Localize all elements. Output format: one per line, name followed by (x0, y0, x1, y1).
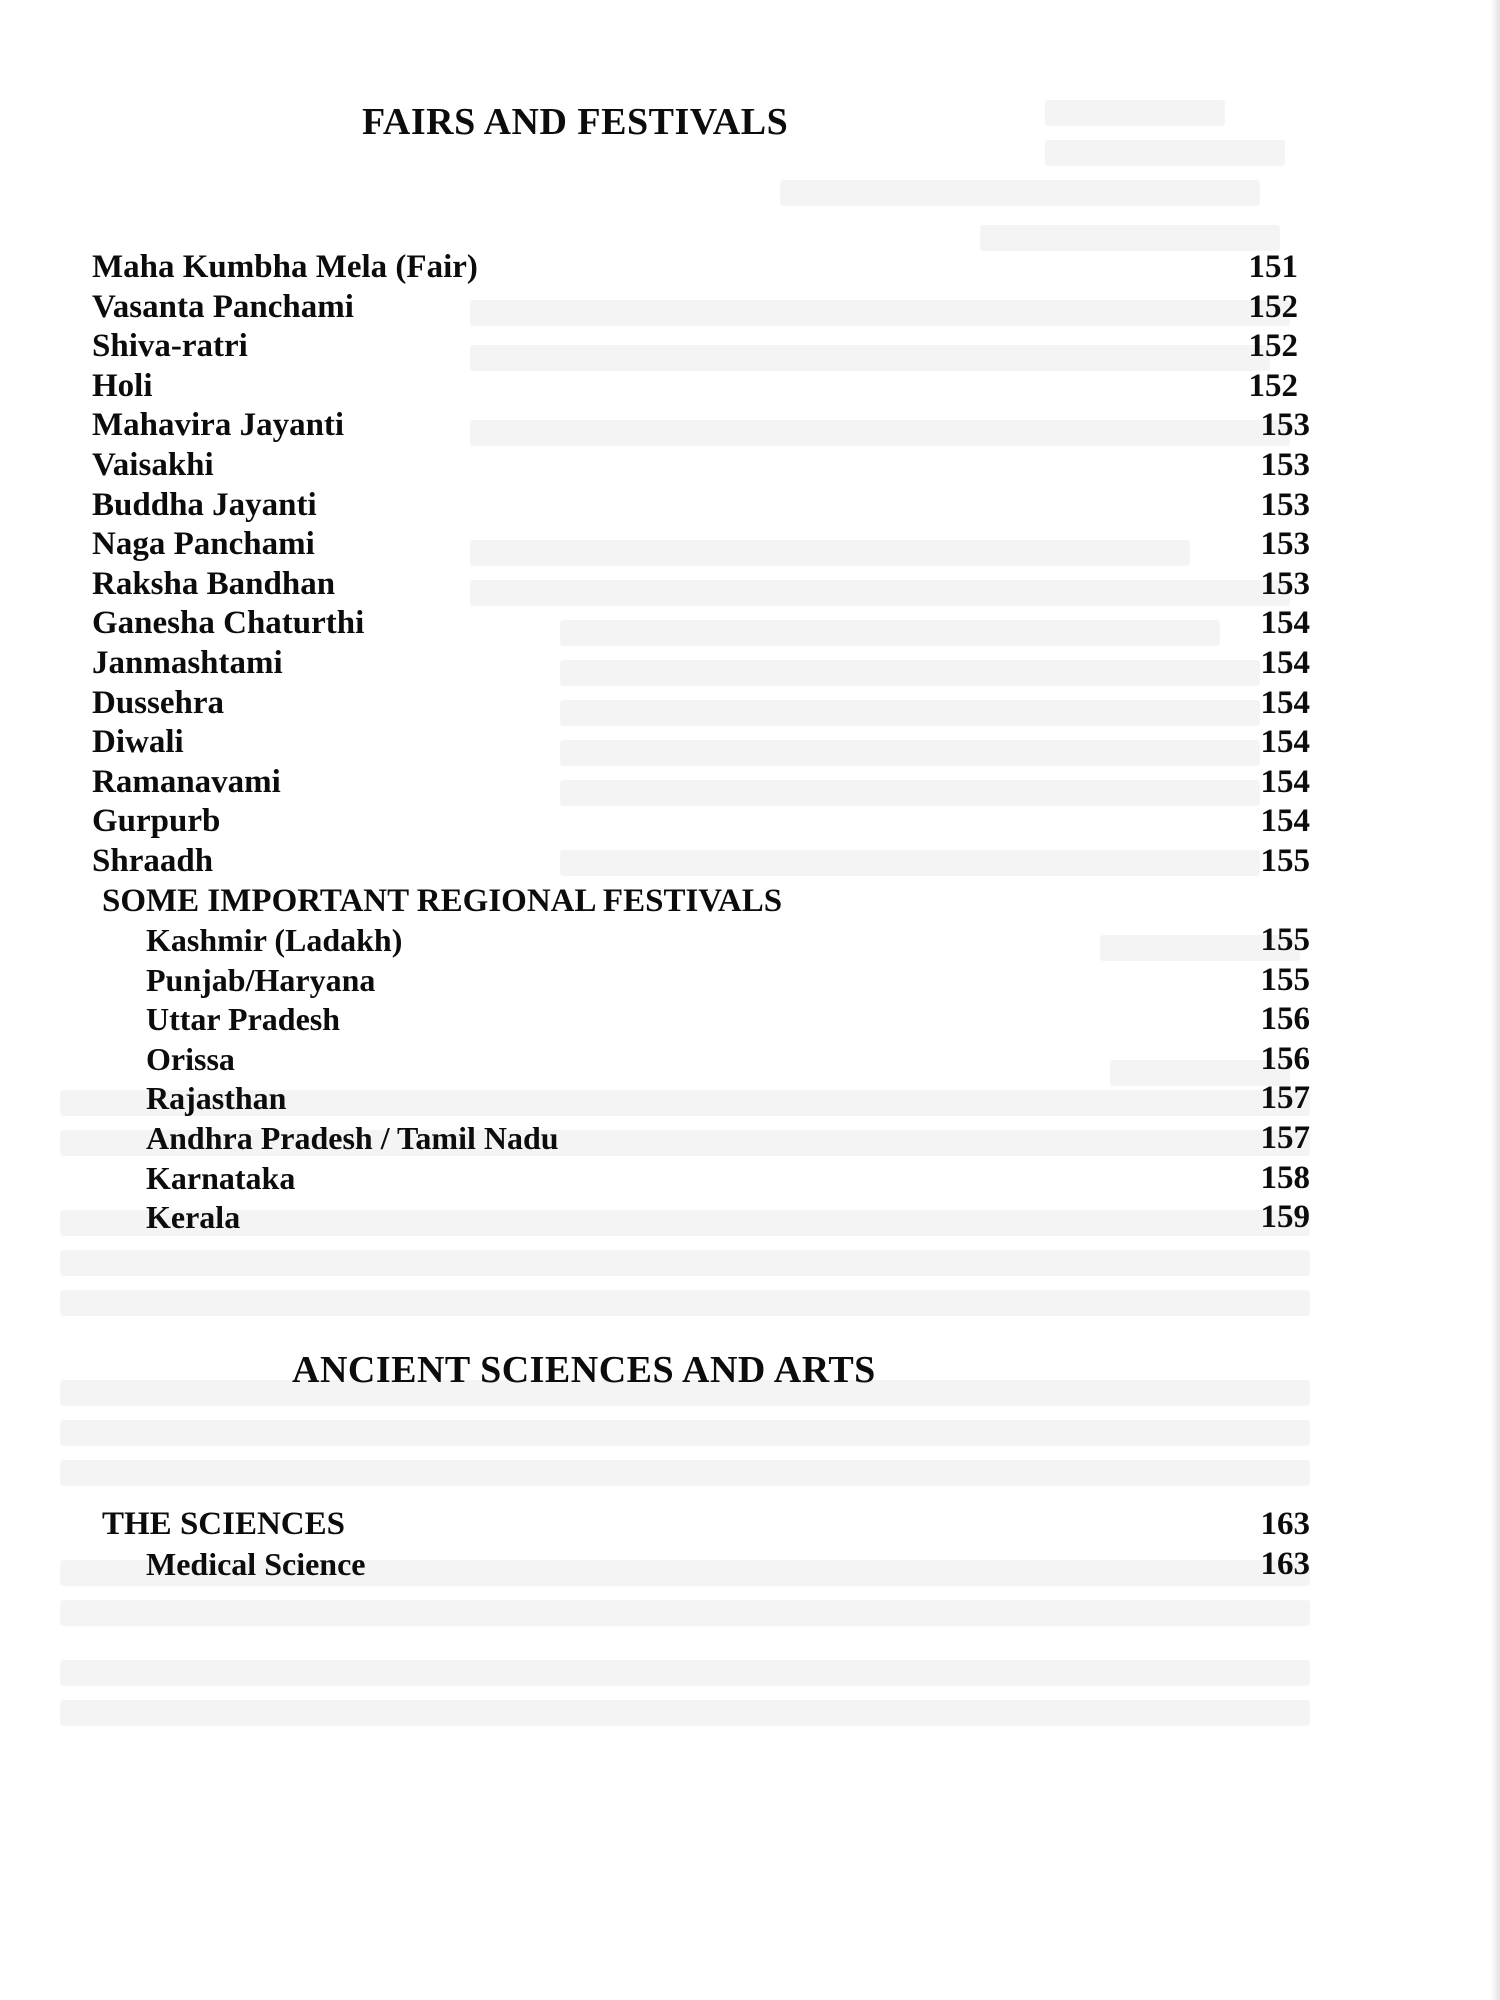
toc-entry-label: Ganesha Chaturthi (92, 605, 365, 642)
toc-entry-page: 157 (1260, 1120, 1310, 1157)
toc-entry[interactable] (0, 1000, 1500, 1040)
toc-entry-label: Medical Science (146, 1546, 366, 1582)
toc-entry-label: Rajasthan (146, 1080, 287, 1117)
toc-entry-page: 154 (1260, 605, 1310, 642)
toc-entry-page: 152 (1248, 288, 1298, 325)
toc-entry-page: 156 (1260, 1001, 1310, 1038)
toc-entry-page: 152 (1248, 367, 1298, 404)
toc-entry[interactable] (0, 842, 1500, 882)
toc-entry[interactable] (0, 1198, 1500, 1238)
toc-entry-label: Kerala (146, 1199, 241, 1236)
toc-entry[interactable] (0, 1504, 1500, 1544)
toc-entry-label: SOME IMPORTANT REGIONAL FESTIVALS (102, 882, 783, 919)
toc-entry-label: Shraadh (92, 842, 214, 879)
toc-entry-page: 163 (1260, 1546, 1310, 1582)
toc-entry-page: 153 (1260, 446, 1310, 483)
toc-entry-label: Dussehra (92, 684, 225, 721)
toc-entry-page: 156 (1260, 1040, 1310, 1077)
toc-entry-page: 153 (1260, 526, 1310, 563)
toc-entry[interactable] (0, 406, 1500, 446)
toc-entry-page: 159 (1260, 1199, 1310, 1236)
toc-entry-page: 154 (1260, 803, 1310, 840)
toc-entry-page: 154 (1260, 684, 1310, 721)
toc-entry-label: Karnataka (146, 1159, 296, 1196)
toc-entry-page: 155 (1260, 842, 1310, 879)
toc-entry-page: 153 (1260, 565, 1310, 602)
toc-entry-page: 152 (1248, 328, 1298, 365)
toc-entry[interactable] (0, 288, 1500, 328)
toc-entry[interactable] (0, 723, 1500, 763)
toc-entry[interactable] (0, 248, 1500, 288)
toc-entry-page: 151 (1248, 249, 1298, 285)
toc-entry-label: Mahavira Jayanti (92, 407, 345, 444)
toc-entry-label: Ramanavami (92, 763, 281, 800)
toc-entry[interactable] (0, 763, 1500, 803)
toc-entry[interactable] (0, 961, 1500, 1001)
toc-entry-page: 155 (1260, 922, 1310, 959)
toc-entry-label: Maha Kumbha Mela (Fair) (92, 249, 478, 285)
toc-entry-page: 153 (1260, 407, 1310, 444)
toc-list-fairs-and-festivals (0, 248, 1500, 1238)
toc-entry-label: Holi (92, 367, 153, 404)
toc-entry[interactable] (0, 604, 1500, 644)
toc-entry-label: Gurpurb (92, 803, 221, 840)
toc-entry-label: Janmashtami (92, 644, 283, 681)
toc-entry[interactable] (0, 327, 1500, 367)
toc-entry[interactable] (0, 1040, 1500, 1080)
toc-entry[interactable] (0, 1544, 1500, 1584)
toc-entry[interactable] (0, 1159, 1500, 1199)
toc-entry[interactable] (0, 802, 1500, 842)
toc-entry-page: 158 (1260, 1159, 1310, 1196)
toc-entry-label: Vasanta Panchami (92, 288, 354, 325)
toc-entry-page: 155 (1260, 961, 1310, 998)
toc-entry[interactable] (0, 1079, 1500, 1119)
toc-entry-page: 157 (1260, 1080, 1310, 1117)
toc-entry-page: 154 (1260, 644, 1310, 681)
section-heading-fairs-and-festivals: FAIRS AND FESTIVALS (362, 101, 789, 143)
toc-entry-label: Andhra Pradesh / Tamil Nadu (146, 1120, 559, 1157)
toc-entry[interactable] (0, 486, 1500, 526)
toc-entry[interactable] (0, 1119, 1500, 1159)
toc-subsection-heading[interactable] (0, 882, 1500, 922)
toc-entry-page: 154 (1260, 724, 1310, 761)
toc-entry-label: Buddha Jayanti (92, 486, 317, 523)
section-heading-ancient-sciences-and-arts: ANCIENT SCIENCES AND ARTS (292, 1349, 876, 1391)
toc-entry[interactable] (0, 367, 1500, 407)
toc-entry-label: Punjab/Haryana (146, 961, 376, 998)
toc-entry[interactable] (0, 525, 1500, 565)
toc-entry[interactable] (0, 446, 1500, 486)
toc-entry-label: Uttar Pradesh (146, 1001, 341, 1038)
toc-entry-label: Naga Panchami (92, 526, 315, 563)
toc-entry[interactable] (0, 644, 1500, 684)
toc-entry-label: Shiva-ratri (92, 328, 248, 365)
toc-entry[interactable] (0, 921, 1500, 961)
toc-list-ancient-sciences-and-arts (0, 1504, 1500, 1584)
toc-entry-page: 154 (1260, 763, 1310, 800)
toc-entry-label: Vaisakhi (92, 446, 214, 483)
toc-entry-label: Diwali (92, 724, 184, 761)
toc-entry-label: Kashmir (Ladakh) (146, 922, 403, 959)
toc-entry-label: Orissa (146, 1040, 235, 1077)
toc-entry-label: Raksha Bandhan (92, 565, 336, 602)
toc-entry-label: THE SCIENCES (102, 1506, 346, 1542)
toc-entry-page: 153 (1260, 486, 1310, 523)
toc-entry-page: 163 (1260, 1506, 1310, 1542)
toc-entry[interactable] (0, 684, 1500, 724)
toc-entry[interactable] (0, 565, 1500, 605)
